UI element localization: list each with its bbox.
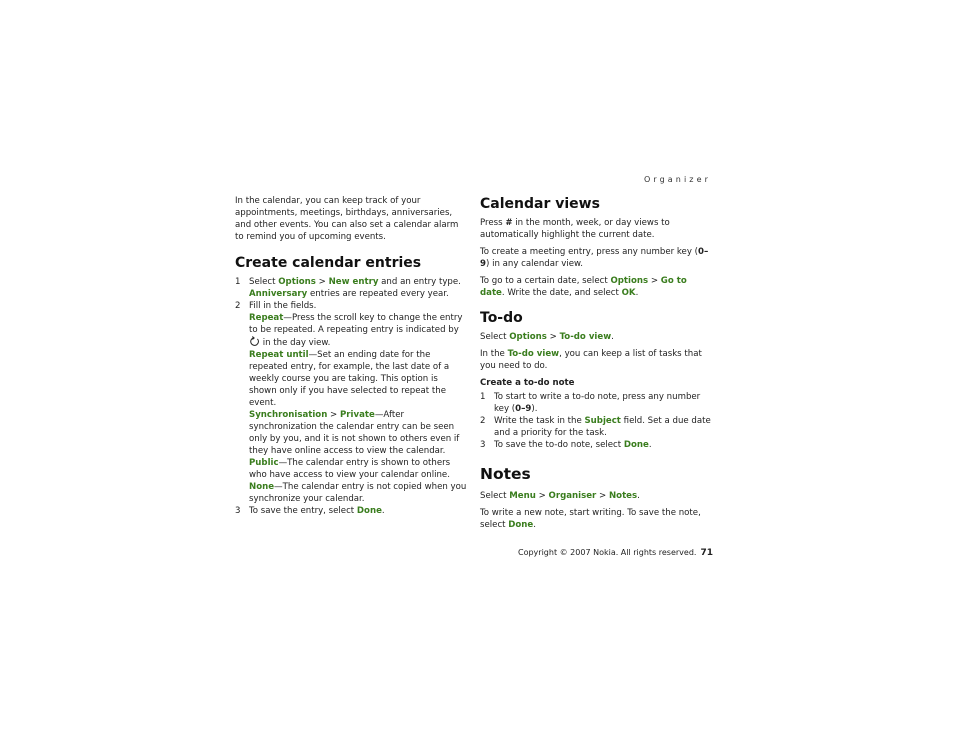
todo-step-2: 2 Write the task in the Subject field. Set a due date and a priority for the task. <box>480 416 711 438</box>
create-todo-subheading: Create a to-do note <box>480 378 575 388</box>
cv-paragraph-1: Press # in the month, week, or day views to automatically highlight the current date. <box>480 218 670 240</box>
running-header: Organizer <box>643 175 711 184</box>
todo-step-1: 1 To start to write a to-do note, press any number key (0–9). <box>480 392 701 414</box>
synchronisation-term: Synchronisation <box>249 410 328 420</box>
new-entry-term: New entry <box>328 277 379 287</box>
step-3: 3 To save the entry, select Done. <box>235 506 385 516</box>
done-term: Done <box>356 506 382 516</box>
copyright-text: Copyright © 2007 Nokia. All rights reserved. <box>518 548 697 557</box>
cv-paragraph-3: To go to a certain date, select Options > Go to date. Write the date, and select OK. <box>480 276 687 298</box>
page-number: 71 <box>700 548 713 558</box>
notes-paragraph-2: To write a new note, start writing. To save the note, select Done. <box>480 508 701 530</box>
todo-step-3: 3 To save the to-do note, select Done. <box>480 440 652 450</box>
todo-steps <box>480 391 713 451</box>
notes-heading: Notes <box>480 465 531 483</box>
private-term: Private <box>340 410 375 420</box>
todo-heading: To-do <box>480 310 523 326</box>
step-2: 2 Fill in the fields. Repeat—Press the scroll key to change the entry to be repeated. A repeating entry is indicated by in the day view. Repeat until—Set an ending date for the repeated entry, for example, the last date of a weekly course you are taking. This option is shown only if you have selected to repeat the event. Synchronisation > Private—After synchronization the calendar entry can be seen only by you, and it is not shown to others even if they have online access to view the calendar. Public—The calendar entry is shown to others who have access to view your calendar online. None—The calendar entry is not copied when you synchronize your calendar. <box>235 301 467 504</box>
left-column <box>235 195 467 517</box>
todo-paragraph-1: Select Options > To-do view. <box>480 332 614 342</box>
public-term: Public <box>249 458 279 468</box>
cv-paragraph-2: To create a meeting entry, press any number key (0–9) in any calendar view. <box>480 247 709 269</box>
notes-paragraph-1: Select Menu > Organiser > Notes. <box>480 491 640 501</box>
repeat-term: Repeat <box>249 313 284 323</box>
repeat-cycle-icon <box>249 336 260 347</box>
calendar-intro: In the calendar, you can keep track of your appointments, meetings, birthdays, anniversaries, and other events. You can also set a calendar alarm to remind you of upcoming events. <box>235 196 459 242</box>
calendar-views-heading: Calendar views <box>480 196 600 212</box>
create-calendar-entries-heading: Create calendar entries <box>235 255 422 271</box>
anniversary-term: Anniversary <box>249 289 308 299</box>
step-1: 1 Select Options > New entry and an entry type. Anniversary entries are repeated every year. <box>235 277 461 299</box>
right-column <box>480 195 713 536</box>
repeat-until-term: Repeat until <box>249 350 309 360</box>
todo-paragraph-2: In the To-do view, you can keep a list of tasks that you need to do. <box>480 349 702 371</box>
none-term: None <box>249 482 275 492</box>
options-term: Options <box>278 277 316 287</box>
create-entry-steps <box>235 276 467 517</box>
